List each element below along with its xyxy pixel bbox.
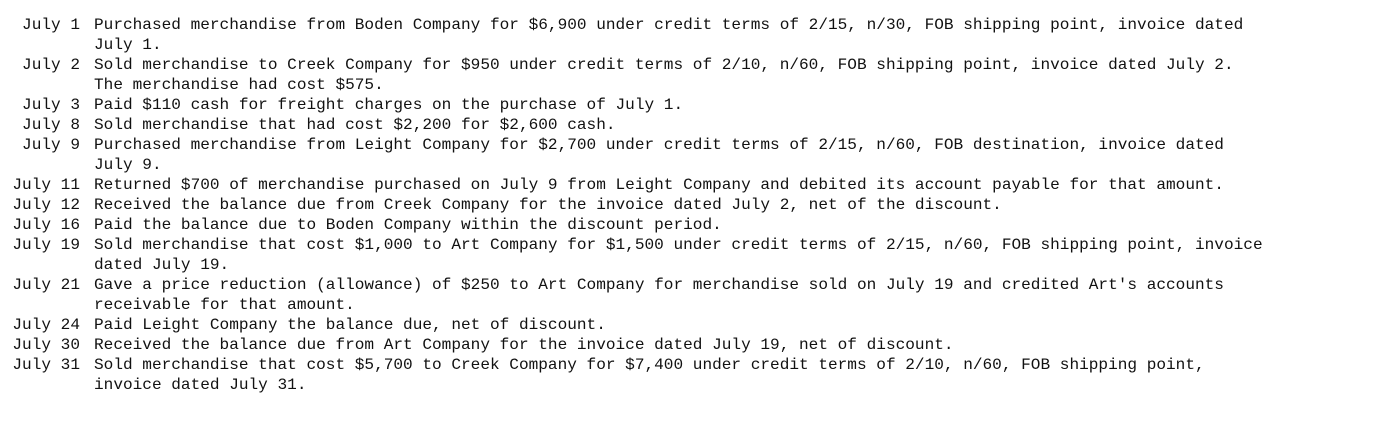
transaction-list bbox=[8, 15, 1368, 395]
transaction-description: Gave a price reduction (allowance) of $250 to Art Company for merchandise sold on July 19 and credited Art's accounts receivable for that amount. bbox=[94, 276, 1224, 314]
transaction-row bbox=[8, 335, 1368, 355]
transaction-date: July 2 bbox=[22, 56, 80, 74]
transaction-description: Sold merchandise that cost $1,000 to Art Company for $1,500 under credit terms of 2/15, n/60, FOB shipping point, invoice dated July 19. bbox=[94, 236, 1263, 274]
transaction-description: Purchased merchandise from Leight Company for $2,700 under credit terms of 2/15, n/60, FOB destination, invoice dated July 9. bbox=[94, 136, 1224, 174]
transaction-date: July 19 bbox=[12, 236, 80, 254]
transaction-description: Paid Leight Company the balance due, net of discount. bbox=[94, 316, 606, 334]
transaction-date: July 31 bbox=[12, 356, 80, 374]
transaction-row bbox=[8, 275, 1368, 315]
transaction-date: July 16 bbox=[12, 216, 80, 234]
transaction-description: Paid the balance due to Boden Company within the discount period. bbox=[94, 216, 722, 234]
transaction-row bbox=[8, 215, 1368, 235]
transaction-date: July 30 bbox=[12, 336, 80, 354]
transaction-row bbox=[8, 355, 1368, 395]
transaction-row bbox=[8, 135, 1368, 175]
transaction-description: Paid $110 cash for freight charges on the purchase of July 1. bbox=[94, 96, 684, 114]
transaction-row bbox=[8, 95, 1368, 115]
transaction-description: Sold merchandise that had cost $2,200 for $2,600 cash. bbox=[94, 116, 616, 134]
transaction-row bbox=[8, 195, 1368, 215]
transaction-description: Returned $700 of merchandise purchased on July 9 from Leight Company and debited its account payable for that amount. bbox=[94, 176, 1224, 194]
transaction-date: July 12 bbox=[12, 196, 80, 214]
transaction-date: July 3 bbox=[22, 96, 80, 114]
transaction-row bbox=[8, 115, 1368, 135]
transaction-date: July 1 bbox=[22, 16, 80, 34]
transaction-description: Received the balance due from Creek Company for the invoice dated July 2, net of the discount. bbox=[94, 196, 1002, 214]
transaction-date: July 24 bbox=[12, 316, 80, 334]
transaction-row bbox=[8, 55, 1368, 95]
transaction-row bbox=[8, 315, 1368, 335]
transaction-row bbox=[8, 175, 1368, 195]
transaction-description: Purchased merchandise from Boden Company for $6,900 under credit terms of 2/15, n/30, FOB shipping point, invoice dated July 1. bbox=[94, 16, 1244, 54]
transaction-date: July 11 bbox=[12, 176, 80, 194]
transaction-description: Received the balance due from Art Company for the invoice dated July 19, net of discount. bbox=[94, 336, 954, 354]
transaction-date: July 8 bbox=[22, 116, 80, 134]
transaction-description: Sold merchandise that cost $5,700 to Creek Company for $7,400 under credit terms of 2/10, n/60, FOB shipping point, invoice dated July 31. bbox=[94, 356, 1205, 394]
transaction-row bbox=[8, 235, 1368, 275]
transaction-row bbox=[8, 15, 1368, 55]
transaction-description: Sold merchandise to Creek Company for $950 under credit terms of 2/10, n/60, FOB shipping point, invoice dated July 2. The merchandise had cost $575. bbox=[94, 56, 1234, 94]
transaction-date: July 21 bbox=[12, 276, 80, 294]
transaction-date: July 9 bbox=[22, 136, 80, 154]
